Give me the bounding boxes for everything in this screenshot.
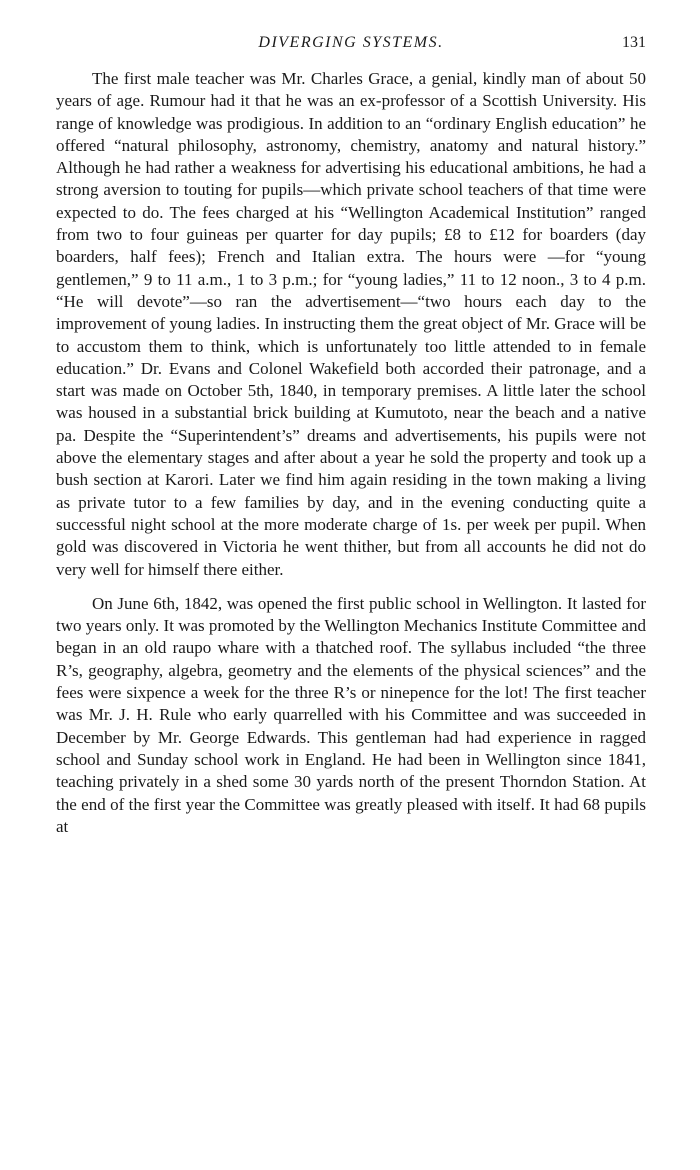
running-title: DIVERGING SYSTEMS. xyxy=(258,34,444,51)
page-header xyxy=(56,34,646,58)
paragraph-first-public-school: On June 6th, 1842, was opened the first public school in Wellington. It lasted for two years only. It was promoted by the Wellington Mechanics Institute Committee and began in an old raupo whare with a thatched roof. The syllabus included “the three R’s, geography, algebra, geometry and the elements of the physical sciences” and the fees were sixpence a week for the three R’s or ninepence for the lot! The first teacher was Mr. J. H. Rule who early quarrelled with his Committee and was succeeded in December by Mr. George Edwards. This gentleman had had experience in ragged school and Sunday school work in England. He had been in Wellington since 1841, teaching privately in a shed some 30 yards north of the present Thorndon Station. At the end of the first year the Committee was greatly pleased with itself. It had 68 pupils at xyxy=(56,593,646,836)
paragraph-charles-grace: The first male teacher was Mr. Charles Grace, a genial, kindly man of about 50 years of age. Rumour had it that he was an ex-professor of a Scottish University. His range of knowledge was prodigious. In addition to an “ordinary English education” he offered “natural philosophy, astronomy, chemistry, anatomy and natural history.” Although he had rather a weakness for advertising his educational ambitions, he had a strong aversion to touting for pupils—which private school teachers of that time were expected to do. The fees charged at his “Wellington Academical Institution” ranged from two to four guineas per quarter for day pupils; £8 to £12 for boarders (day boarders, half fees); French and Italian extra. The hours were —for “young gentlemen,” 9 to 11 a.m., 1 to 3 p.m.; for “young ladies,” 11 to 12 noon., 3 to 4 p.m. “He will devote”—so ran the advertisement—“two hours each day to the improvement of young ladies. In instructing them the great object of Mr. Grace will be to accustom them to think, which is unfortunately too little attended to in female education.” Dr. Evans and Colonel Wakefield both accorded their patronage, and a start was made on October 5th, 1840, in temporary premises. A little later the school was housed in a substantial brick building at Kumutoto, near the beach and a native pa. Despite the “Superintendent’s” dreams and advertisements, his pupils were not above the elementary stages and after about a year he sold the property and took up a bush section at Karori. Later we find him again residing in the town making a living as private tutor to a few families by day, and in the evening conducting quite a successful night school at the more moderate charge of 1s. per week per pupil. When gold was discovered in Victoria he went thither, but from all accounts he did not do very well for himself there either. xyxy=(56,69,646,579)
body-text xyxy=(56,68,646,850)
page-number: 131 xyxy=(622,34,646,51)
